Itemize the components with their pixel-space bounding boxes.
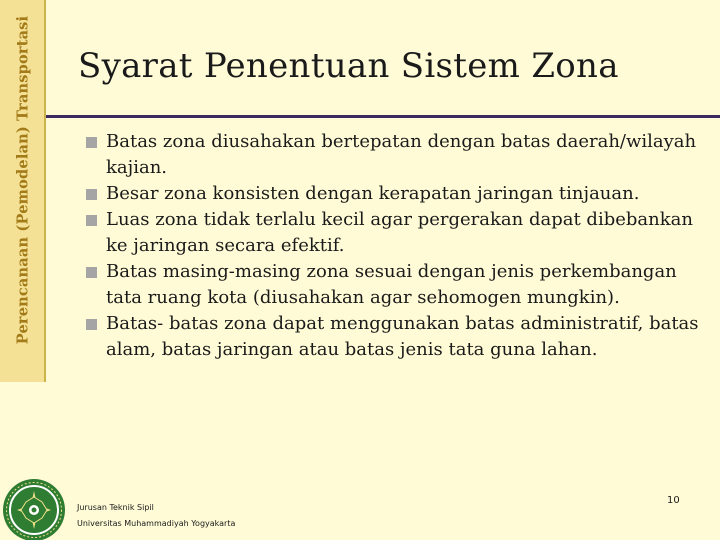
bullet-item (86, 181, 706, 207)
bullet-text: Batas- batas zona dapat menggunakan batas administratif, batas alam, batas jaringan atau batas jenis tata guna lahan. (106, 313, 699, 360)
sidebar-band (0, 0, 46, 382)
square-bullet-icon (86, 137, 97, 148)
square-bullet-icon (86, 319, 97, 330)
bullet-item (86, 207, 706, 259)
university-seal-logo (0, 470, 68, 540)
footer-university: Universitas Muhammadiyah Yogyakarta (77, 519, 236, 528)
slide-title: Syarat Penentuan Sistem Zona (78, 46, 619, 86)
bullet-text: Batas zona diusahakan bertepatan dengan batas daerah/wilayah kajian. (106, 131, 697, 178)
bullet-text: Besar zona konsisten dengan kerapatan jaringan tinjauan. (106, 183, 640, 204)
sidebar-course-title: Perencanaan (Pemodelan) Transportasi (14, 15, 32, 345)
square-bullet-icon (86, 267, 97, 278)
bullet-item (86, 311, 706, 363)
bullet-list (86, 129, 706, 363)
page-number: 10 (667, 495, 680, 506)
bullet-text: Luas zona tidak terlalu kecil agar pergerakan dapat dibebankan ke jaringan secara efektif. (106, 209, 693, 256)
bullet-text: Batas masing-masing zona sesuai dengan jenis perkembangan tata ruang kota (diusahakan agar sehomogen mungkin). (106, 261, 677, 308)
footer-department: Jurusan Teknik Sipil (77, 503, 154, 512)
bullet-item (86, 129, 706, 181)
bullet-item (86, 259, 706, 311)
square-bullet-icon (86, 215, 97, 226)
square-bullet-icon (86, 189, 97, 200)
title-divider (46, 115, 720, 118)
